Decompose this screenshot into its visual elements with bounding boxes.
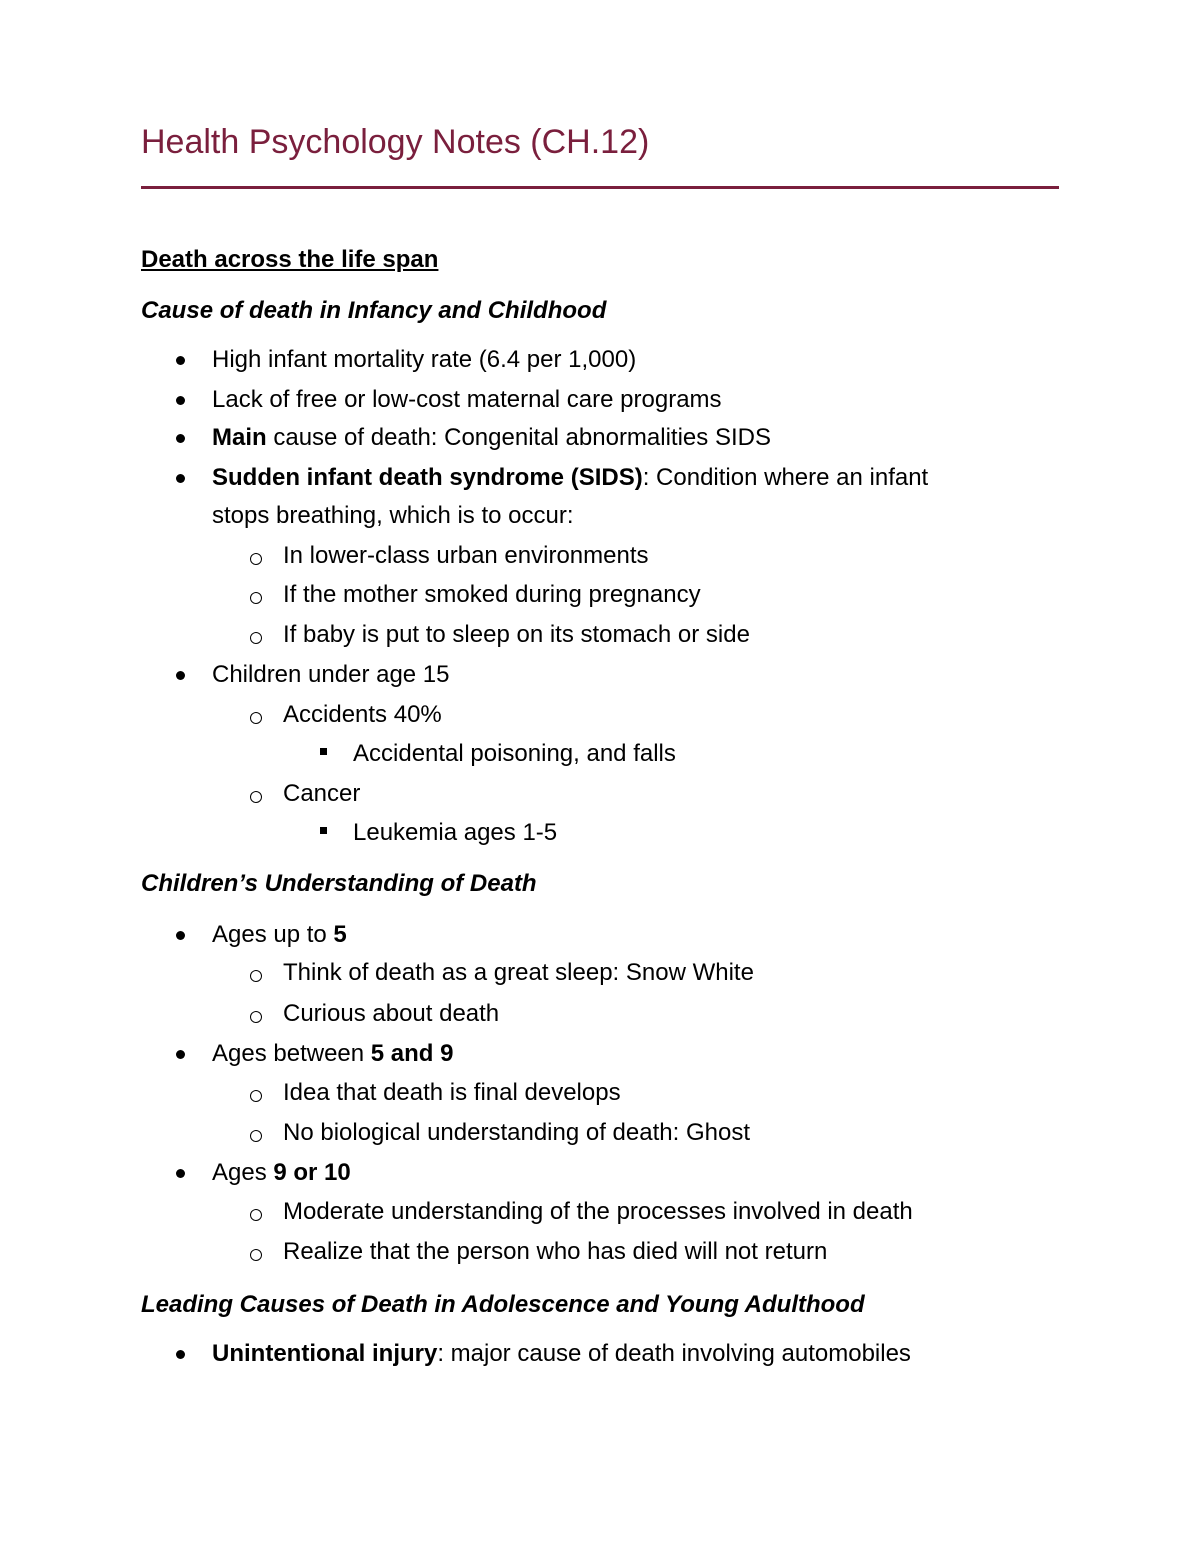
list-item	[212, 1338, 911, 1370]
sub-list-item: Think of death as a great sleep: Snow White	[283, 959, 754, 986]
subheading-adolescence: Leading Causes of Death in Adolescence and Young Adulthood	[141, 1291, 865, 1318]
item-text: Ages between	[212, 1040, 371, 1067]
title-underline-rule	[141, 186, 1059, 189]
list-item: High infant mortality rate (6.4 per 1,000)	[212, 346, 637, 373]
bold-term: Main	[212, 424, 267, 451]
list-item	[212, 1157, 351, 1189]
sub-list-item: If baby is put to sleep on its stomach or side	[283, 621, 750, 648]
list-item	[212, 422, 771, 454]
sub-list-item: In lower-class urban environments	[283, 542, 649, 569]
sub-list-item: Idea that death is final develops	[283, 1079, 621, 1106]
sub-sub-list-item: Leukemia ages 1-5	[353, 819, 558, 846]
item-text: : Condition where an infant	[642, 464, 929, 491]
filled-bullet-icon	[176, 434, 185, 443]
filled-bullet-icon	[176, 474, 185, 483]
sub-sub-list-item: Accidental poisoning, and falls	[353, 740, 676, 767]
bold-term: Sudden infant death syndrome (SIDS)	[212, 464, 643, 491]
hollow-circle-bullet-icon	[250, 970, 262, 982]
section-heading: Death across the life span	[141, 246, 439, 273]
filled-bullet-icon	[176, 1169, 185, 1178]
item-text: Ages up to	[212, 921, 334, 948]
bold-term: 5 and 9	[370, 1040, 454, 1067]
list-item: Lack of free or low-cost maternal care programs	[212, 386, 722, 413]
hollow-circle-bullet-icon	[250, 791, 262, 803]
subheading-understanding: Children’s Understanding of Death	[141, 870, 537, 897]
hollow-circle-bullet-icon	[250, 553, 262, 565]
hollow-circle-bullet-icon	[250, 1090, 262, 1102]
filled-bullet-icon	[176, 931, 185, 940]
item-text: : major cause of death involving automobiles	[437, 1340, 911, 1367]
item-text: Ages	[212, 1159, 274, 1186]
sub-list-item: If the mother smoked during pregnancy	[283, 581, 701, 608]
filled-bullet-icon	[176, 1050, 185, 1059]
bold-term: 9 or 10	[273, 1159, 351, 1186]
square-bullet-icon	[320, 748, 327, 755]
hollow-circle-bullet-icon	[250, 632, 262, 644]
bold-term: 5	[333, 921, 347, 948]
page-title: Health Psychology Notes (CH.12)	[141, 123, 650, 161]
hollow-circle-bullet-icon	[250, 1249, 262, 1261]
sub-list-item: Accidents 40%	[283, 701, 442, 728]
hollow-circle-bullet-icon	[250, 712, 262, 724]
item-text: cause of death: Congenital abnormalities SIDS	[266, 424, 771, 451]
list-item	[212, 462, 928, 494]
list-item	[212, 1038, 453, 1070]
hollow-circle-bullet-icon	[250, 1011, 262, 1023]
sub-list-item: Cancer	[283, 780, 361, 807]
hollow-circle-bullet-icon	[250, 1209, 262, 1221]
sub-list-item: Curious about death	[283, 1000, 500, 1027]
square-bullet-icon	[320, 827, 327, 834]
list-item-continuation: stops breathing, which is to occur:	[212, 502, 574, 529]
filled-bullet-icon	[176, 671, 185, 680]
filled-bullet-icon	[176, 356, 185, 365]
hollow-circle-bullet-icon	[250, 1130, 262, 1142]
list-item: Children under age 15	[212, 661, 450, 688]
hollow-circle-bullet-icon	[250, 592, 262, 604]
sub-list-item: No biological understanding of death: Ghost	[283, 1119, 750, 1146]
sub-list-item: Moderate understanding of the processes involved in death	[283, 1198, 913, 1225]
filled-bullet-icon	[176, 396, 185, 405]
subheading-infancy: Cause of death in Infancy and Childhood	[141, 297, 607, 324]
list-item	[212, 919, 347, 951]
bold-term: Unintentional injury	[212, 1340, 438, 1367]
sub-list-item: Realize that the person who has died will not return	[283, 1238, 828, 1265]
filled-bullet-icon	[176, 1350, 185, 1359]
